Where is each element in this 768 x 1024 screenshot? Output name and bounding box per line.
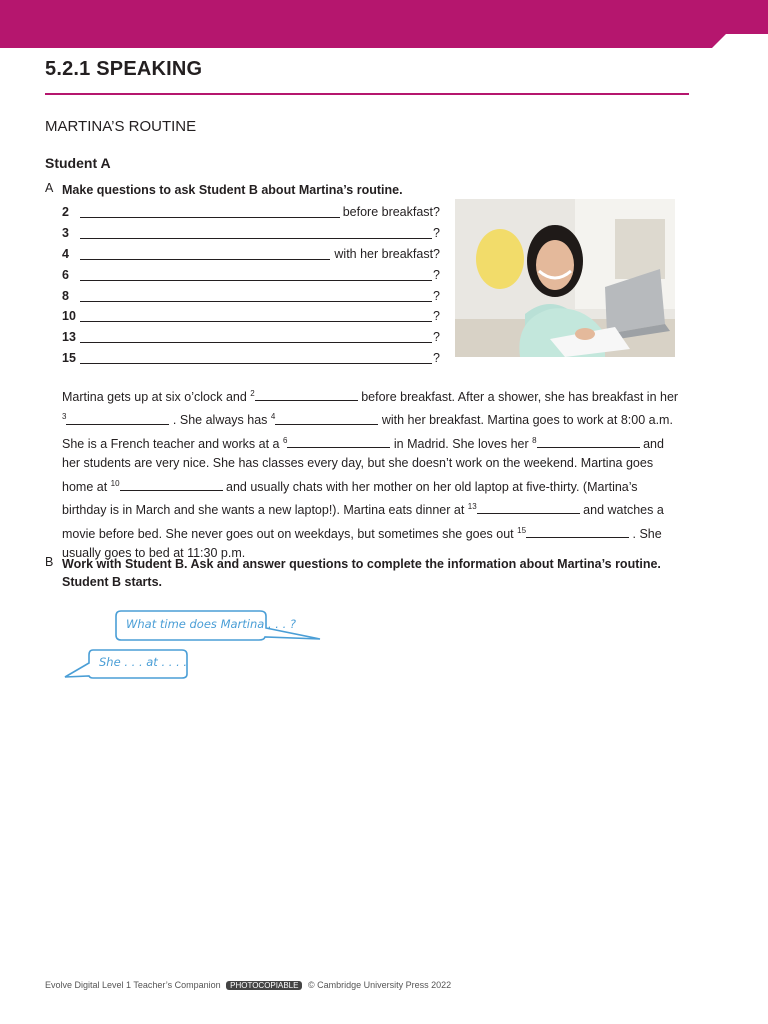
routine-paragraph	[62, 384, 682, 563]
gap-number: 4	[270, 412, 276, 422]
bubble-text: What time does Martina . . . ?	[126, 617, 296, 631]
gap-number: 6	[282, 435, 288, 445]
answer-line[interactable]	[80, 301, 432, 302]
section-a-letter: A	[45, 181, 54, 195]
gap-blank[interactable]	[526, 525, 629, 538]
question-row	[62, 327, 442, 347]
gap-number: 15	[517, 525, 527, 535]
question-tail: ?	[433, 226, 440, 240]
answer-line[interactable]	[80, 280, 432, 281]
answer-line[interactable]	[80, 363, 432, 364]
question-tail: ?	[433, 268, 440, 282]
paragraph-text: and her students are very nice. She has classes every day, but she doesn’t work on the weekend. Martina goes home at	[62, 437, 664, 494]
question-row	[62, 286, 442, 306]
title-divider	[45, 93, 689, 95]
gap-blank[interactable]	[537, 435, 640, 448]
photocopiable-badge: PHOTOCOPIABLE	[226, 981, 302, 990]
question-number: 13	[62, 330, 76, 344]
answer-line[interactable]	[80, 342, 432, 343]
gap-blank[interactable]	[66, 412, 169, 425]
question-number: 15	[62, 351, 76, 365]
paragraph-text: before breakfast. After a shower, she has breakfast in her	[357, 390, 679, 405]
answer-line[interactable]	[80, 217, 340, 218]
question-row	[62, 348, 442, 368]
question-tail: ?	[433, 309, 440, 323]
gap-number: 10	[110, 478, 120, 488]
paragraph-text: with her breakfast. Martina goes to work at 8:00 a.m. She is a French teacher and works at a	[62, 413, 673, 452]
paragraph-text: Martina gets up at six o’clock and	[62, 390, 251, 405]
paragraph-text: and watches a movie before bed. She never goes out on weekdays, but sometimes she goes out	[62, 503, 664, 541]
paragraph-text: and usually chats with her mother on her old laptop at five-thirty. (Martina’s birthday is in March and she wants a new laptop!). Martina eats dinner at	[62, 479, 638, 518]
answer-line[interactable]	[80, 238, 432, 239]
paragraph-text: . She usually goes to bed at 11:30 p.m.	[62, 526, 662, 561]
question-tail: ?	[433, 351, 440, 365]
question-row	[62, 244, 442, 264]
paragraph-text: . She always has	[169, 413, 271, 428]
gap-blank[interactable]	[120, 478, 223, 491]
question-row	[62, 265, 442, 285]
question-number: 4	[62, 247, 69, 261]
gap-blank[interactable]	[275, 412, 378, 425]
question-tail: before breakfast?	[342, 205, 440, 219]
question-number: 2	[62, 205, 69, 219]
paragraph-text: in Madrid. She loves her	[390, 437, 533, 452]
header-bar	[0, 0, 768, 48]
question-number: 3	[62, 226, 69, 240]
question-tail: ?	[433, 330, 440, 344]
section-title: 5.2.1 SPEAKING	[45, 58, 203, 80]
question-tail: ?	[433, 289, 440, 303]
page-footer	[45, 980, 451, 990]
gap-number: 3	[62, 412, 67, 422]
section-b-instruction: Work with Student B. Ask and answer questions to complete the information about Martina’s routine. Student B starts.	[62, 557, 661, 589]
section-a-instruction: Make questions to ask Student B about Martina’s routine.	[62, 183, 403, 197]
answer-line[interactable]	[80, 259, 330, 260]
speech-bubble-answer	[63, 649, 191, 681]
question-row	[62, 223, 442, 243]
question-number: 8	[62, 289, 69, 303]
gap-blank[interactable]	[477, 501, 580, 514]
question-row	[62, 306, 442, 326]
bubble-text: She . . . at . . . .	[99, 655, 188, 669]
footer-left: Evolve Digital Level 1 Teacher’s Companion	[45, 980, 221, 990]
section-b-letter: B	[45, 555, 54, 569]
gap-number: 8	[532, 435, 537, 445]
question-tail: with her breakfast?	[334, 247, 440, 261]
gap-number: 13	[467, 502, 477, 512]
page-subtitle: MARTINA’S ROUTINE	[45, 118, 197, 135]
footer-right: © Cambridge University Press 2022	[307, 980, 452, 990]
question-row	[62, 202, 442, 222]
student-heading: Student A	[45, 155, 111, 171]
gap-blank[interactable]	[287, 435, 390, 448]
speech-bubble-question	[115, 610, 325, 642]
gap-number: 2	[250, 389, 255, 398]
gap-blank[interactable]	[255, 388, 358, 401]
question-number: 6	[62, 268, 69, 282]
question-number: 10	[62, 309, 76, 323]
woman-laptop-photo	[455, 199, 675, 357]
answer-line[interactable]	[80, 321, 432, 322]
